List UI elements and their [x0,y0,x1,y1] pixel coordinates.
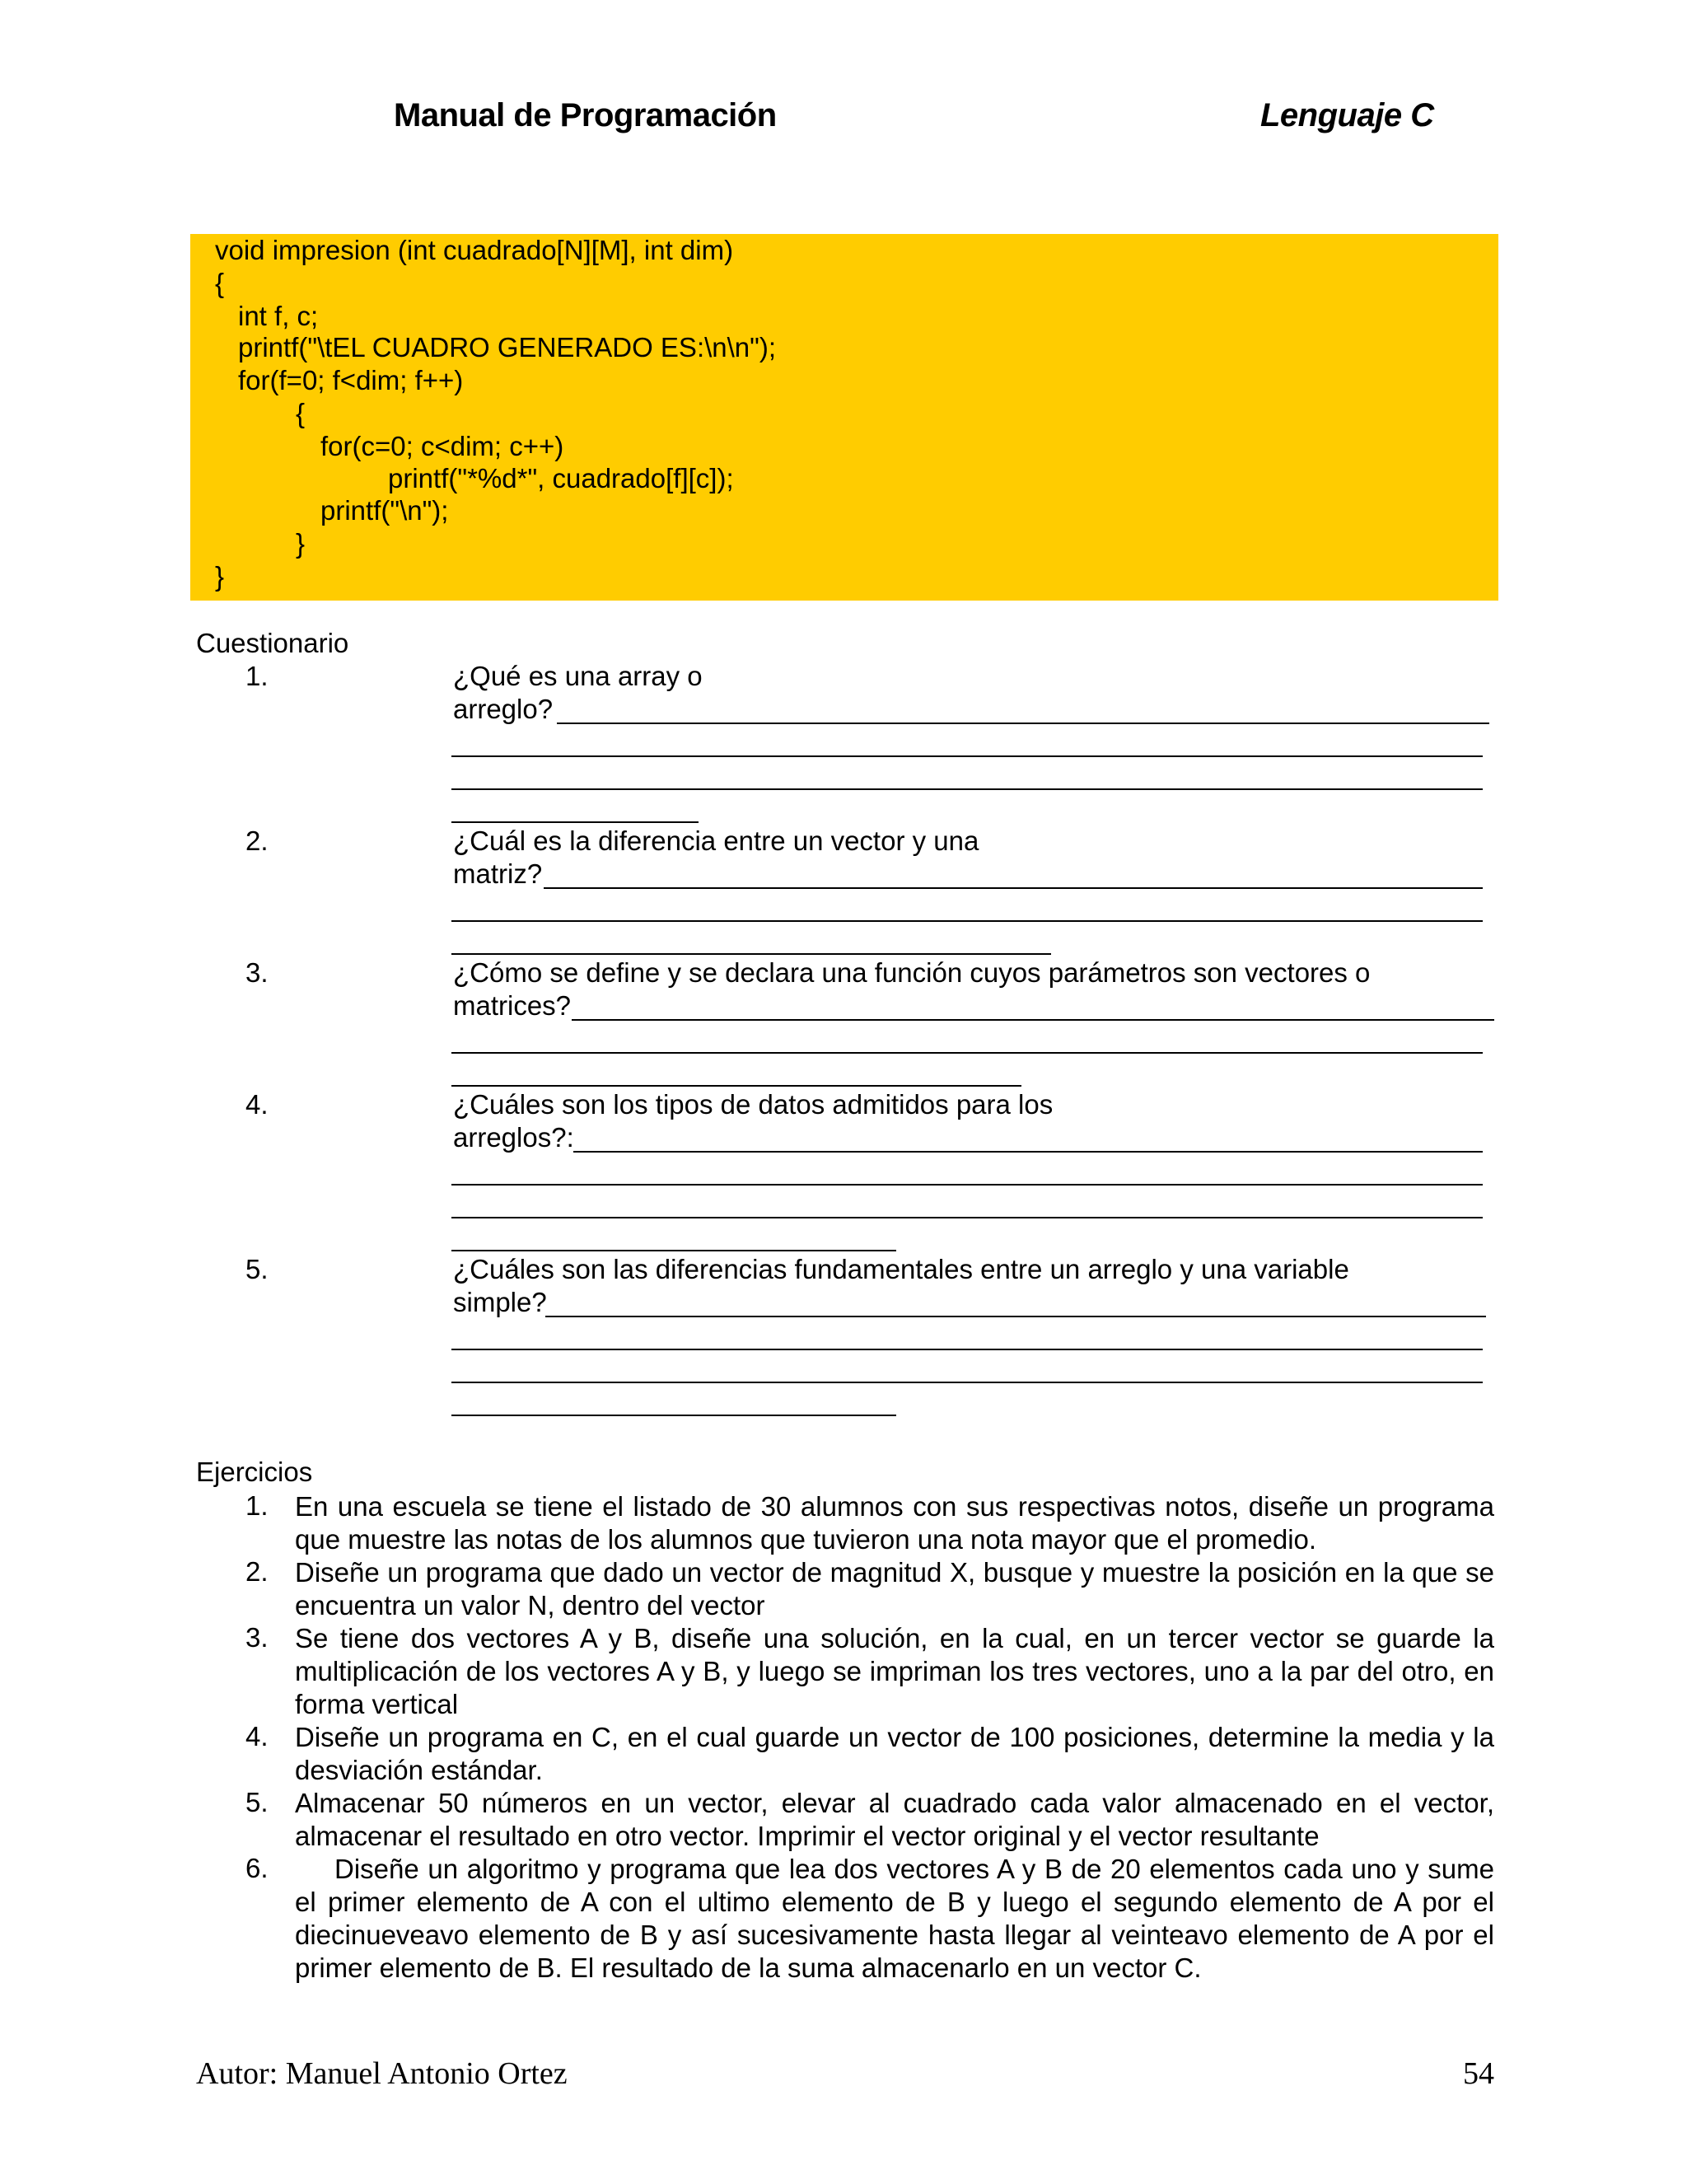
exercise-number: 6. [245,1853,269,1883]
exercise-number: 5. [245,1787,269,1817]
question-text: matriz? [453,858,543,889]
answer-line[interactable] [545,1316,1486,1317]
exercise-text: Diseñe un programa que dado un vector de magnitud X, busque y muestre la posición en la que se encuentra un valor N, dentro del vector [295,1557,1494,1620]
code-line: printf("\tEL CUADRO GENERADO ES:\n\n"); [238,332,777,362]
answer-line[interactable] [451,1052,1483,1054]
question-number: 5. [245,1254,269,1284]
answer-line[interactable] [451,953,1051,955]
code-line: int f, c; [238,301,319,331]
code-line: printf("*%d*", cuadrado[f][c]); [388,463,734,493]
code-line: void impresion (int cuadrado[N][M], int dim) [215,235,734,265]
exercise-text: Diseñe un algoritmo y programa que lea dos vectores A y B de 20 elementos cada uno y sume el primer elemento de A con el ultimo elemento de B y luego el segundo elemento de A por el diecinueveavo elemento de B y así sucesivamente hasta llegar al veinteavo elemento de A por el primer elemento de B. El resultado de la suma almacenarlo en un vector C. [295,1854,1494,1983]
header-title: Manual de Programación [394,97,777,133]
answer-line[interactable] [544,887,1483,889]
question-text: ¿Cuáles son los tipos de datos admitidos para los [453,1089,1054,1120]
question-text: ¿Cuáles son las diferencias fundamentales entre un arreglo y una variable [453,1254,1349,1284]
page-number: 54 [1463,2056,1494,2091]
exercise-text: Almacenar 50 números en un vector, elevar al cuadrado cada valor almacenado en el vector, almacenar el resultado en otro vector. Imprimir el vector original y el vector resultante [295,1788,1494,1851]
question-number: 3. [245,957,269,988]
code-line: for(c=0; c<dim; c++) [320,431,564,461]
answer-line[interactable] [451,1184,1483,1186]
exercise-text: Diseñe un programa en C, en el cual guarde un vector de 100 posiciones, determine la media y la desviación estándar. [295,1722,1494,1785]
answer-line[interactable] [451,1250,896,1251]
question-text: ¿Cómo se define y se declara una función cuyos parámetros son vectores o [453,957,1371,988]
exercise-number: 1. [245,1490,269,1521]
answer-line[interactable] [451,755,1483,757]
question-text: simple? [453,1287,547,1317]
code-block [190,234,1498,601]
exercise-number: 4. [245,1721,269,1751]
question-number: 1. [245,661,269,691]
answer-line[interactable] [451,1085,1021,1087]
answer-line[interactable] [451,1415,896,1416]
answer-line[interactable] [451,920,1483,922]
exercise-number: 2. [245,1556,269,1587]
question-text: arreglos?: [453,1122,574,1153]
code-line: printf("\n"); [320,495,449,526]
exercise-text: En una escuela se tiene el listado de 30 alumnos con sus respectivas notos, diseñe un programa que muestre las notas de los alumnos que tuvieron una nota mayor que el promedio. [295,1491,1494,1555]
exercise-text: Se tiene dos vectores A y B, diseñe una solución, en la cual, en un tercer vector se guarde la multiplicación de los vectores A y B, y luego se impriman los tres vectores, uno a la par del otro, en forma vertical [295,1623,1494,1719]
question-text: ¿Cuál es la diferencia entre un vector y una [453,825,979,856]
cuestionario-title: Cuestionario [196,628,349,658]
answer-line[interactable] [451,788,1483,790]
code-line: } [296,528,306,559]
header-subtitle: Lenguaje C [1260,97,1434,133]
answer-line[interactable] [451,1382,1483,1383]
footer-author: Autor: Manuel Antonio Ortez [196,2056,568,2091]
answer-line[interactable] [557,723,1489,724]
ejercicios-title: Ejercicios [196,1457,313,1487]
question-text: ¿Qué es una array o [453,661,703,691]
question-number: 4. [245,1089,269,1120]
code-line: { [215,268,225,298]
exercise-number: 3. [245,1622,269,1653]
code-line: } [215,561,225,592]
code-line: { [296,398,306,428]
answer-line[interactable] [451,1217,1483,1218]
answer-line[interactable] [451,821,699,823]
answer-line[interactable] [451,1349,1483,1350]
code-line: for(f=0; f<dim; f++) [238,365,464,395]
question-text: arreglo? [453,694,554,724]
answer-line[interactable] [572,1019,1494,1021]
question-text: matrices? [453,990,572,1021]
question-number: 2. [245,825,269,856]
answer-line[interactable] [573,1151,1483,1153]
